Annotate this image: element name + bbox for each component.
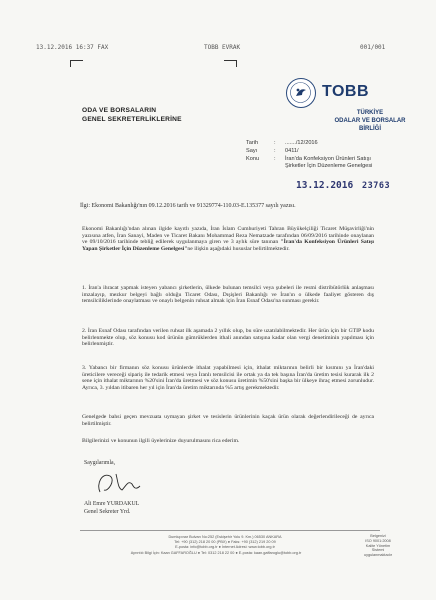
reference-line: İlgi: Ekonomi Bakanlığı'nın 09.12.2016 tarih ve 91329774-110.03-E.135377 sayılı yazısı.	[80, 203, 296, 209]
number-value: 0411/	[285, 148, 299, 154]
stamp-number: 23763	[362, 181, 391, 191]
signatory-name: Ali Emre YURDAKUL	[84, 501, 140, 507]
footer-contact: Ayrıntılı Bilgi İçin: Kaan GAFFAROĞLU ● Tel: 0312 218 22 00 ● E-posta: kaan.gaffaroglu@tobb.org.tr	[130, 551, 302, 555]
recipient-line-1: ODA VE BORSALARIN	[82, 107, 157, 114]
corner-mark-right	[224, 60, 237, 67]
signatory-title: Genel Sekreter Yrd.	[84, 509, 131, 515]
subject-line-2: Şirketler İçin Düzenleme Genelgesi	[285, 163, 373, 169]
subject-label: Konu	[246, 156, 260, 162]
fax-page: 13.12.2016 16:37 FAX TOBB EVRAK 001/001 TOBB TÜRKİYE ODALAR VE BORSALAR BİRLİĞİ ODA VE BORSALARIN GENEL SEKRETERLİKLERİNE Tarih : ......./12/2016 Sayı : 0411/ Konu : İran'da Konfeksiyon Ürünleri Satışı Şirketler İçin Düzenleme Genelgesi 13.12.2016 23763 İlgi: Ekonomi Bakanlığı'nın 09.12.2016 tarih ve 91329774-110.03-E.135377 sayılı yazısı. Ekonomi Bakanlığı'ndan alınan ilgide kayıtlı yazıda, İran İslam Cumhuriyeti Tahran Büyükelçiliği Ticaret Müşavirliği'nin yazısına atfen, İran Sanayi, Maden ve Ticaret Bakanı Mohammad Reza Nematzade tarafından 06/09/2016 tarihinde onaylanan ve 09/10/2016 tarihinde tebliğ edilerek uygulanmaya giren ve 3 aylık süre tanınan "İran'da Konfeksiyon Ürünleri Satışı Yapan Şirketler İçin Düzenleme Genelgesi"ne ilişkin aşağıdaki hususlar belirtilmektedir. 1. İran'a ihracat yapmak isteyen yabancı şirketlerin, ülkede bulunan temsilci veya şubeleri ile resmi distribütörlük anlaşması imzalayıp, mezkur belgeyi bağlı olduğu Ticaret Odası, Dışişleri Bakanlığı ve İran'ın o ülkede faaliyet gösteren dış temsilciliklerinde onaylatması ve onaylı belgenin ruhsat almak için İran Esnaf Odası'na sunması gerekir. 2. İran Esnaf Odası tarafından verilen ruhsat ilk aşamada 2 yıllık olup, bu süre uzatılabilmektedir. Her ürün için bir GTIP kodu belirlenmekte olup, söz konusu kod ürünün gümrüklerden ithali anından satışına kadar olan vergi denetiminin yapılması için belirlenmiştir. 3. Yabancı bir firmanın söz konusu ürünlerde ithalat yapabilmesi için, ithalat miktarının belirli bir kısmını ya İran'daki üreticilere vereceği sipariş ile tedarik etmesi veya İranlı temsilcisi ile ortak ya da tek başına İran'da üretim tesisi kurarak ilk 2 sene için ithalat miktarının %20'sini İran'da üretmesi ve söz konusu üretimin %50'sini başka bir ülkeye ihraç etmesi zorunludur. Ayrıca, 3. yıldan itibaren her yıl için İran'da üretim miktarında %5 artış gerekmektedir. Genelgede bahsi geçen mevzuata uymayan şirket ve tesislerin ürünlerinin kaçak ürün olarak değerlendirileceği de ayrıca belirtilmiştir. Bilgilerinizi ve konunun ilgili üyelerinize duyurulmasını rica ederim. Saygılarımla, Ali Emre YURDAKUL Genel Sekreter Yrd. Dumlupınar Bulvarı No:252 (Eskişehir Yolu 9. Km.) 06530 ANKARA Tel: +90 (312) 218 20 00 (PBX) ● Faks: +90 (312) 219 20 09 E-posta: info@tobb.org.tr ● İnternet Adresi: www.tobb.org.tr Ayrıntılı Bilgi İçin: Kaan GAFFAROĞLU ● Tel: 0312 218 22 00 ● E-posta: kaan.gaffaroglu@tobb.org.tr Belgenizi ISO 9001:2008 Kalite Yönetim Sistemi uygulanmaktadır	[0, 0, 436, 600]
paragraph-note: Genelgede bahsi geçen mevzuata uymayan şirket ve tesislerin ürünlerinin kaçak ürün olarak değerlendirileceği de ayrıca belirtilmiştir.	[82, 414, 374, 427]
subject-line-1: İran'da Konfeksiyon Ürünleri Satışı	[285, 156, 371, 162]
recipient-line-2: GENEL SEKRETERLİKLERİNE	[82, 116, 182, 123]
tobb-logo-emblem	[286, 78, 316, 108]
logo-line-2: ODALAR VE BORSALAR	[334, 118, 406, 124]
corner-mark-left	[70, 60, 83, 67]
handwritten-signature	[92, 466, 152, 498]
footer-iso-badge: Belgenizi ISO 9001:2008 Kalite Yönetim Sistemi uygulanmaktadır	[363, 534, 393, 558]
paragraph-intro: Ekonomi Bakanlığı'ndan alınan ilgide kayıtlı yazıda, İran İslam Cumhuriyeti Tahran Büyükelçiliği Ticaret Müşavirliği'nin yazısına atfen, İran Sanayi, Maden ve Ticaret Bakanı Mohammad Reza Nematzade tarafından 06/09/2016 tarihinde onaylanan ve 09/10/2016 tarihinde tebliğ edilerek uygulanmaya giren ve 3 aylık süre tanınan "İran'da Konfeksiyon Ürünleri Satışı Yapan Şirketler İçin Düzenleme Genelgesi"ne ilişkin aşağıdaki hususlar belirtilmektedir.	[82, 226, 374, 253]
logo-line-3: BİRLİĞİ	[359, 126, 381, 132]
logo-line-1: TÜRKİYE	[356, 110, 384, 116]
paragraph-item-1: 1. İran'a ihracat yapmak isteyen yabancı şirketlerin, ülkede bulunan temsilci veya şubeleri ile resmi distribütörlük anlaşması imzalayıp, mezkur belgeyi bağlı olduğu Ticaret Odası, Dışişleri Bakanlığı ve İran'ın o ülkede faaliyet gösteren dış temsilciliklerinde onaylatması ve onaylı belgenin ruhsat almak için İran Esnaf Odası'na sunması gerekir.	[82, 285, 374, 305]
fax-sender: TOBB EVRAK	[204, 44, 241, 51]
closing-salutation: Saygılarımla,	[84, 460, 116, 466]
paragraph-item-3: 3. Yabancı bir firmanın söz konusu ürünlerde ithalat yapabilmesi için, ithalat miktarının belirli bir kısmını ya İran'daki üreticilere vereceği sipariş ile tedarik etmesi veya İranlı temsilcisi ile ortak ya da tek başına İran'da üretim tesisi kurarak ilk 2 sene için ithalat miktarının %20'sini İran'da üretmesi ve söz konusu üretimin %50'sini başka bir ülkeye ihraç etmesi zorunludur. Ayrıca, 3. yıldan itibaren her yıl için İran'da üretim miktarında %5 artış gerekmektedir.	[82, 365, 374, 392]
paragraph-closing-request: Bilgilerinizi ve konunun ilgili üyelerinize duyurulmasını rica ederim.	[82, 438, 240, 444]
footer-address: Dumlupınar Bulvarı No:252 (Eskişehir Yolu 9. Km.) 06530 ANKARA Tel: +90 (312) 218 20 00 (PBX) ● Faks: +90 (312) 219 20 09 E-posta: info@tobb.org.tr ● İnternet Adresi: www.tobb.org.tr	[168, 535, 282, 549]
date-value: ......./12/2016	[285, 140, 318, 146]
date-label: Tarih	[246, 140, 259, 146]
fax-datetime: 13.12.2016 16:37 FAX	[36, 44, 109, 51]
fax-page-number: 001/001	[360, 44, 386, 51]
logo-abbr: TOBB	[322, 83, 370, 100]
paragraph-item-2: 2. İran Esnaf Odası tarafından verilen ruhsat ilk aşamada 2 yıllık olup, bu süre uzatılabilmektedir. Her ürün için bir GTIP kodu belirlenmekte olup, söz konusu kod ürünün gümrüklerden ithali anından satışına kadar olan vergi denetiminin yapılması için belirlenmiştir.	[82, 328, 374, 348]
footer-divider	[80, 530, 380, 531]
number-label: Sayı	[246, 148, 258, 154]
stamp-date: 13.12.2016	[296, 180, 354, 191]
